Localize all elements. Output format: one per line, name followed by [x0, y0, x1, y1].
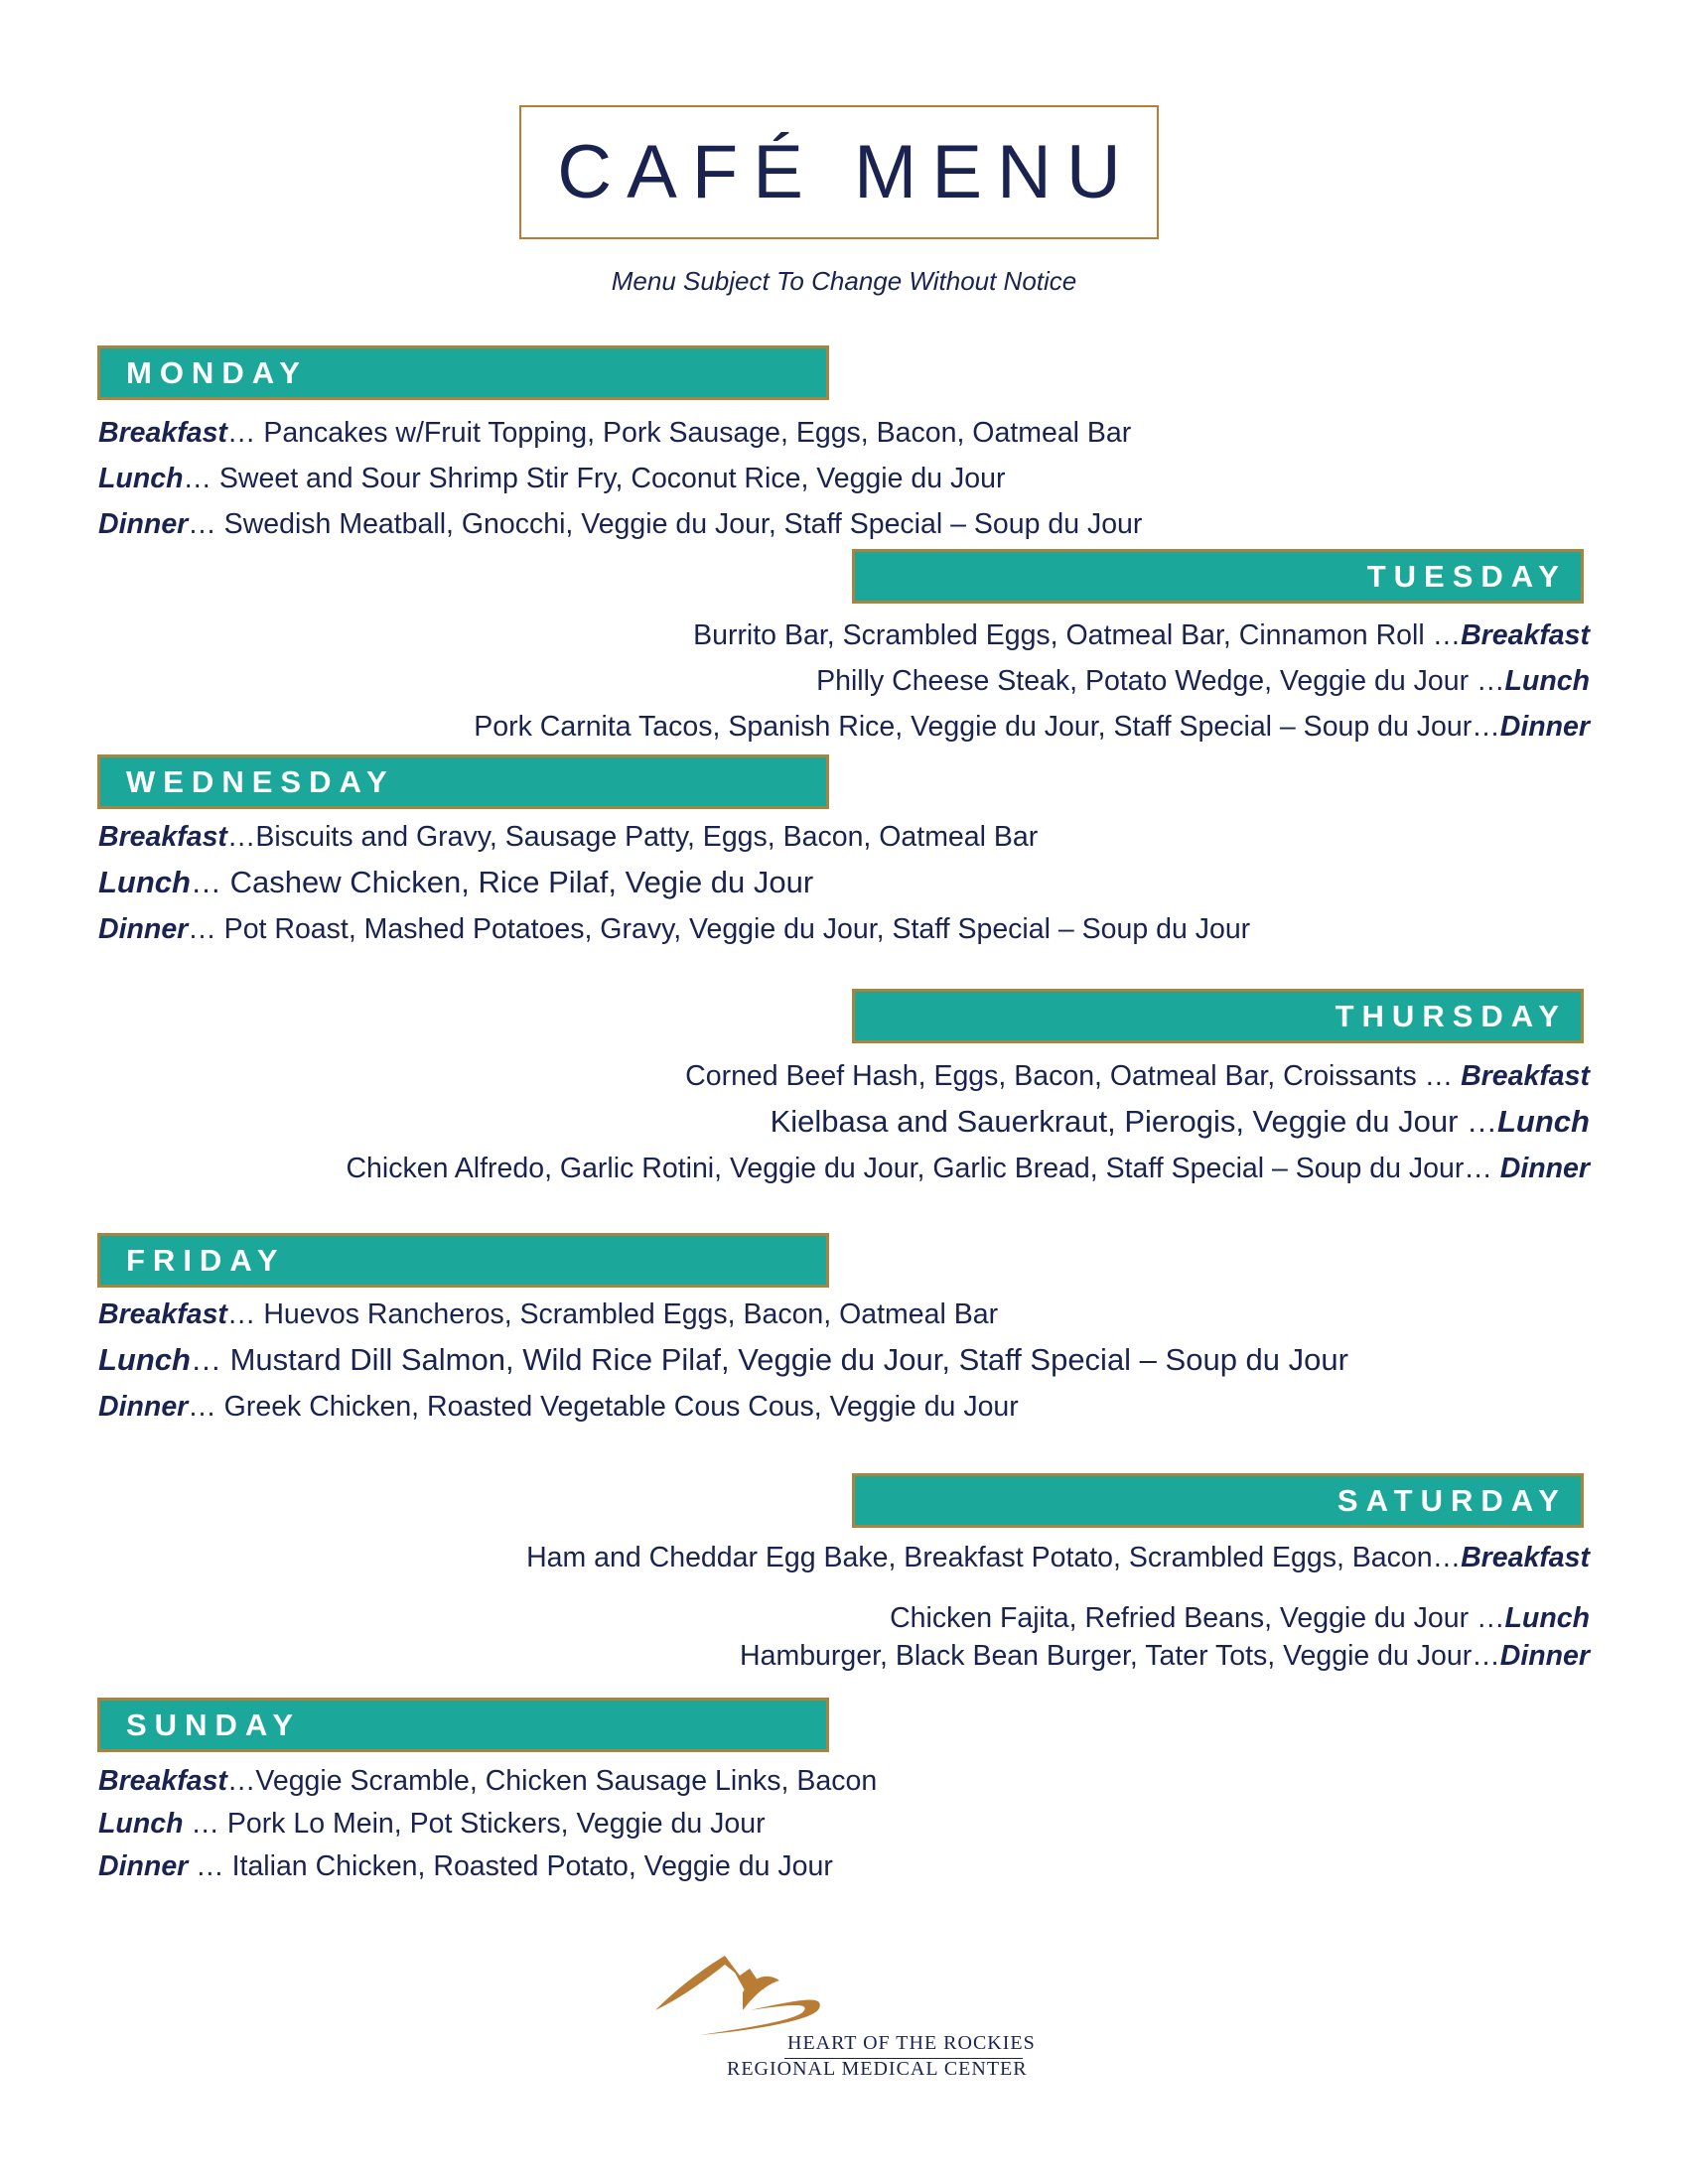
meal-items: … Swedish Meatball, Gnocchi, Veggie du Jour, Staff Special – Soup du Jour	[188, 508, 1143, 540]
day-header-saturday	[852, 1473, 1584, 1528]
saturday-lunch	[890, 1600, 1590, 1636]
sunday-breakfast	[98, 1763, 877, 1799]
meal-label: Breakfast	[98, 417, 227, 449]
meal-items: … Sweet and Sour Shrimp Stir Fry, Coconut Rice, Veggie du Jour	[183, 463, 1006, 494]
title-box	[519, 105, 1159, 239]
monday-dinner	[98, 506, 1142, 542]
meal-label: Lunch	[98, 1808, 184, 1840]
meal-label: Breakfast	[1461, 1542, 1590, 1573]
meal-label: Breakfast	[1461, 619, 1590, 651]
day-name: MONDAY	[126, 354, 308, 390]
friday-lunch	[98, 1342, 1348, 1378]
day-header-tuesday	[852, 549, 1584, 604]
meal-label: Breakfast	[98, 821, 227, 853]
page-subtitle: Menu Subject To Change Without Notice	[611, 266, 1077, 296]
meal-label: Dinner	[98, 508, 189, 540]
meal-label: Breakfast	[1461, 1060, 1590, 1092]
logo-text-line2: REGIONAL MEDICAL CENTER	[727, 2058, 1028, 2080]
meal-items: Philly Cheese Steak, Potato Wedge, Veggie du Jour …	[816, 665, 1505, 697]
meal-label: Breakfast	[98, 1298, 227, 1330]
tuesday-lunch	[816, 663, 1590, 699]
day-name: SATURDAY	[1336, 1482, 1567, 1518]
monday-lunch	[98, 461, 1005, 496]
day-name: SUNDAY	[126, 1706, 302, 1742]
meal-label: Dinner	[98, 1850, 189, 1882]
meal-items: … Huevos Rancheros, Scrambled Eggs, Bacon, Oatmeal Bar	[226, 1298, 999, 1330]
meal-items: Corned Beef Hash, Eggs, Bacon, Oatmeal Bar, Croissants …	[685, 1060, 1462, 1092]
meal-items: Chicken Fajita, Refried Beans, Veggie du Jour …	[890, 1602, 1505, 1634]
day-header-thursday	[852, 989, 1584, 1043]
logo-text-line1: HEART OF THE ROCKIES	[787, 2032, 1036, 2054]
day-name: FRIDAY	[126, 1242, 286, 1278]
meal-items: Pork Carnita Tacos, Spanish Rice, Veggie du Jour, Staff Special – Soup du Jour…	[474, 711, 1500, 743]
meal-label: Lunch	[1504, 665, 1590, 697]
meal-items: Kielbasa and Sauerkraut, Pierogis, Veggie du Jour …	[770, 1104, 1497, 1139]
meal-items: … Pancakes w/Fruit Topping, Pork Sausage, Eggs, Bacon, Oatmeal Bar	[226, 417, 1132, 449]
meal-items: …Biscuits and Gravy, Sausage Patty, Eggs, Bacon, Oatmeal Bar	[226, 821, 1039, 853]
saturday-dinner	[740, 1638, 1590, 1674]
wednesday-breakfast	[98, 819, 1038, 855]
day-header-wednesday	[97, 754, 829, 809]
day-name: THURSDAY	[1335, 998, 1567, 1033]
meal-items: … Cashew Chicken, Rice Pilaf, Vegie du Jour	[191, 865, 814, 899]
meal-items: … Pork Lo Mein, Pot Stickers, Veggie du Jour	[183, 1808, 766, 1840]
meal-items: … Greek Chicken, Roasted Vegetable Cous Cous, Veggie du Jour	[188, 1391, 1019, 1423]
thursday-breakfast	[685, 1058, 1590, 1094]
tuesday-dinner	[474, 709, 1590, 745]
saturday-breakfast	[526, 1540, 1590, 1575]
thursday-lunch	[771, 1104, 1590, 1140]
thursday-dinner	[346, 1151, 1590, 1186]
meal-items: … Italian Chicken, Roasted Potato, Veggie du Jour	[188, 1850, 833, 1882]
meal-label: Lunch	[1504, 1602, 1590, 1634]
meal-label: Dinner	[1499, 1153, 1590, 1184]
meal-items: Burrito Bar, Scrambled Eggs, Oatmeal Bar, Cinnamon Roll …	[693, 619, 1462, 651]
day-header-sunday	[97, 1698, 829, 1752]
meal-label: Dinner	[98, 1391, 189, 1423]
day-header-friday	[97, 1233, 829, 1288]
wednesday-lunch	[98, 865, 813, 900]
meal-items: Hamburger, Black Bean Burger, Tater Tots, Veggie du Jour…	[740, 1640, 1500, 1672]
monday-breakfast	[98, 415, 1131, 451]
day-name: TUESDAY	[1366, 558, 1567, 594]
meal-label: Lunch	[98, 1342, 191, 1377]
meal-label: Lunch	[1497, 1104, 1590, 1139]
day-header-monday	[97, 345, 829, 400]
sunday-lunch	[98, 1806, 766, 1842]
meal-items: … Pot Roast, Mashed Potatoes, Gravy, Veggie du Jour, Staff Special – Soup du Jour	[188, 913, 1251, 945]
tuesday-breakfast	[693, 617, 1590, 653]
meal-label: Breakfast	[98, 1765, 227, 1797]
page-title: CAFÉ MENU	[557, 130, 1136, 214]
mountain-logo-icon	[655, 1951, 1033, 2040]
hospital-logo	[655, 1951, 1036, 2090]
meal-label: Dinner	[1499, 1640, 1590, 1672]
meal-items: … Mustard Dill Salmon, Wild Rice Pilaf, Veggie du Jour, Staff Special – Soup du Jour	[191, 1342, 1348, 1377]
meal-label: Lunch	[98, 463, 184, 494]
meal-label: Dinner	[1499, 711, 1590, 743]
meal-label: Lunch	[98, 865, 191, 899]
friday-breakfast	[98, 1297, 998, 1332]
meal-items: Ham and Cheddar Egg Bake, Breakfast Potato, Scrambled Eggs, Bacon…	[526, 1542, 1462, 1573]
wednesday-dinner	[98, 911, 1250, 947]
day-name: WEDNESDAY	[126, 763, 395, 799]
friday-dinner	[98, 1389, 1019, 1425]
sunday-dinner	[98, 1848, 833, 1884]
meal-items: …Veggie Scramble, Chicken Sausage Links, Bacon	[226, 1765, 878, 1797]
meal-label: Dinner	[98, 913, 189, 945]
meal-items: Chicken Alfredo, Garlic Rotini, Veggie du Jour, Garlic Bread, Staff Special – Soup du Jour…	[346, 1153, 1500, 1184]
